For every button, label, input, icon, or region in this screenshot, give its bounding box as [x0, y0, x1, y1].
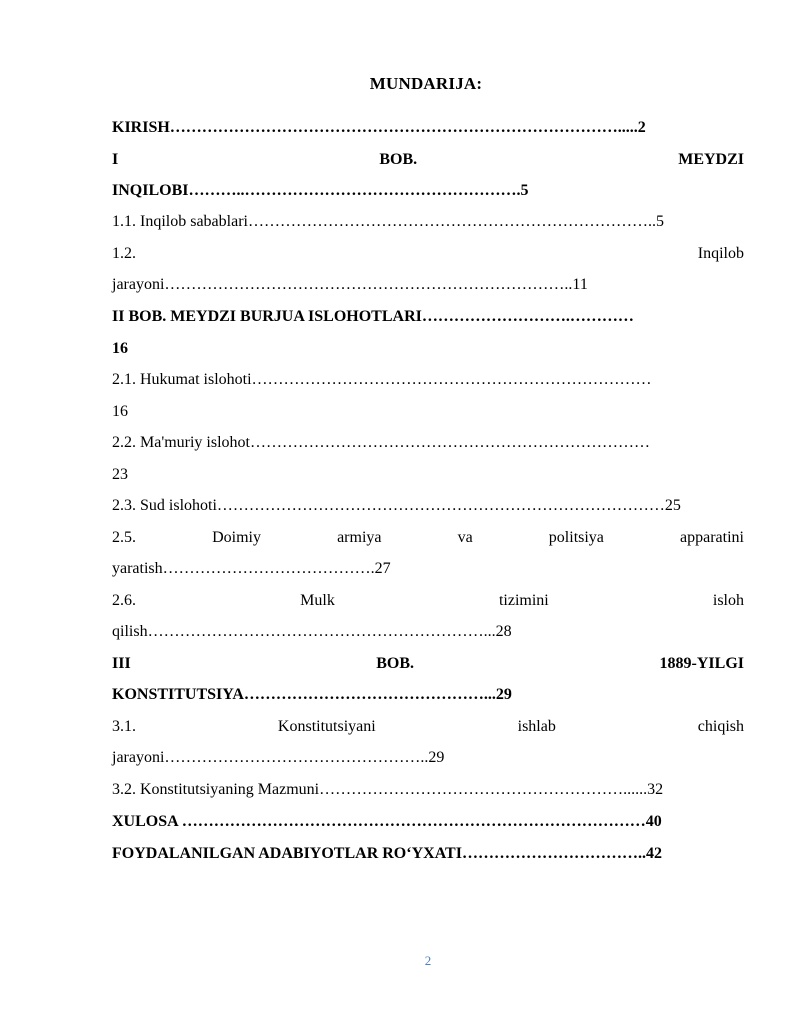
toc-entry-2-3: 2.3. Sud islohoti…………………………………………………………………………25: [112, 497, 681, 514]
toc-entry-bob3-line1: [112, 654, 744, 674]
toc-entry-1-2-line2: jarayoni…………………………………………………………………..11: [112, 276, 588, 293]
toc-word: I: [112, 151, 119, 168]
toc-word: Konstitutsiyani: [277, 718, 376, 735]
toc-entry-3-1-line1: [112, 717, 744, 737]
toc-entry-1-1: 1.1. Inqilob sabablari…………………………………………………………………..5: [112, 213, 664, 230]
toc-entry-3-2: 3.2. Konstitutsiyaning Mazmuni…………………………………………………......32: [112, 781, 664, 798]
toc-entry-xulosa: XULOSA ……………………………………………………………………………40: [112, 813, 662, 830]
toc-word: tizimini: [498, 592, 549, 609]
toc-word: 3.1.: [112, 718, 136, 735]
toc-entry-adabiyotlar: FOYDALANILGAN ADABIYOTLAR RO‘YXATI……………………………..42: [112, 845, 662, 862]
toc-word: BOB.: [376, 655, 415, 672]
page-number: 2: [424, 953, 432, 968]
toc-word: BOB.: [379, 151, 418, 168]
toc-word: Mulk: [300, 592, 335, 609]
toc-entry-2-5-line2: yaratish………………………………….27: [112, 560, 391, 577]
toc-word: 1.2.: [112, 245, 136, 262]
toc-entry-2-1-line1: 2.1. Hukumat islohoti…………………………………………………………………: [112, 371, 652, 388]
toc-entry-2-5-line1: [112, 528, 744, 548]
toc-word: MEYDZI: [678, 151, 744, 168]
toc-word: isloh: [712, 592, 744, 609]
toc-entry-bob3-line2: KONSTITUTSIYA………………………………………...29: [112, 686, 512, 703]
toc-word: 1889-YILGI: [659, 655, 744, 672]
toc-word: Inqilob: [697, 245, 744, 262]
toc-word: apparatini: [680, 529, 744, 546]
toc-entry-2-2-line1: 2.2. Ma'muriy islohot…………………………………………………………………: [112, 434, 650, 451]
toc-entry-2-2-line2: 23: [112, 466, 128, 483]
toc-word: 2.5.: [112, 529, 136, 546]
toc-entry-1-2-line1: [112, 244, 744, 264]
toc-entry-3-1-line2: jarayoni…………………………………………..29: [112, 749, 445, 766]
toc-entry-bob2-line1: II BOB. MEYDZI BURJUA ISLOHOTLARI……………………….…………: [112, 308, 634, 325]
toc-word: va: [457, 529, 473, 546]
toc-entry-kirish: KIRISH………………………………………………………………………….....2: [112, 119, 646, 136]
toc-entry-bob1-line2: INQILOBI………..…………………………………………….5: [112, 182, 529, 199]
toc-entry-2-1-line2: 16: [112, 403, 128, 420]
toc-entry-2-6-line1: [112, 591, 744, 611]
toc-word: politsiya: [548, 529, 604, 546]
toc-word: Doimiy: [212, 529, 261, 546]
toc-entry-bob1-line1: [112, 150, 744, 170]
toc-word: III: [112, 655, 131, 672]
toc-word: 2.6.: [112, 592, 136, 609]
toc-entry-bob2-line2: 16: [112, 340, 128, 357]
toc-word: chiqish: [697, 718, 744, 735]
toc-word: armiya: [337, 529, 382, 546]
toc-entry-2-6-line2: qilish………………………………………………………...28: [112, 623, 512, 640]
page-title: MUNDARIJA:: [369, 74, 483, 93]
toc-word: ishlab: [517, 718, 556, 735]
